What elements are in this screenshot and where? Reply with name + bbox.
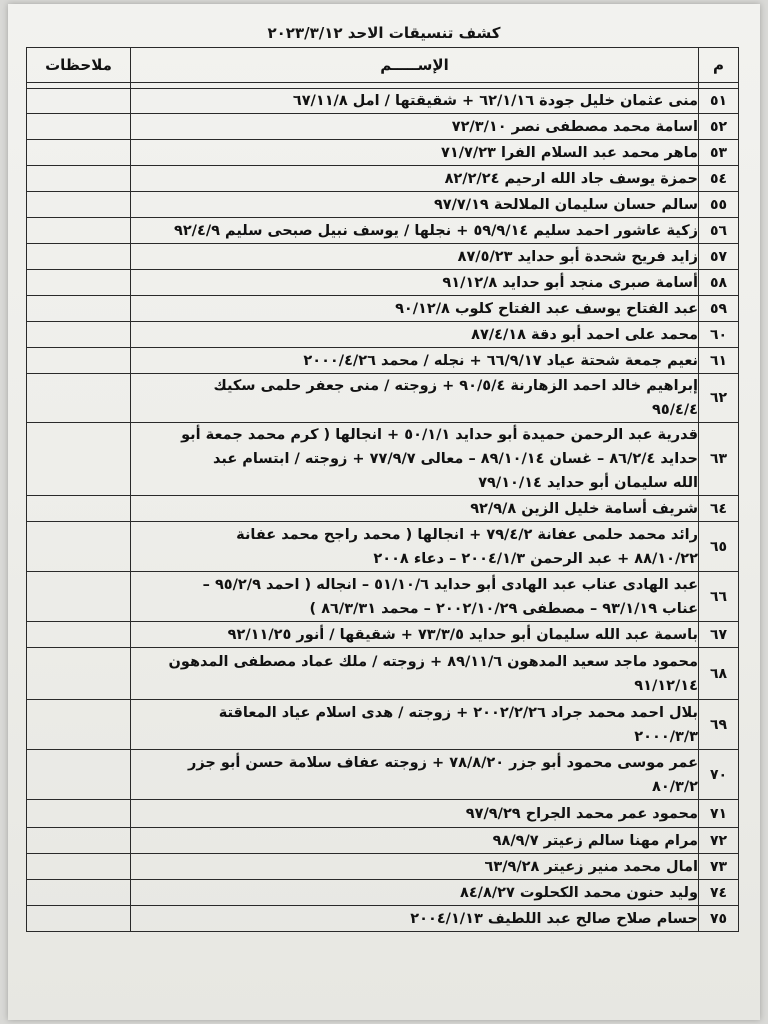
row-name: زكية عاشور احمد سليم ٥٩/٩/١٤ + نجلها / يوسف نبيل صبحى سليم ٩٢/٤/٩ <box>131 218 699 244</box>
table-row <box>27 522 739 572</box>
table-row <box>27 800 739 828</box>
row-notes <box>27 423 131 496</box>
row-notes <box>27 854 131 880</box>
row-notes <box>27 496 131 522</box>
row-number: ٥٥ <box>699 192 739 218</box>
table-row <box>27 423 739 496</box>
row-notes <box>27 114 131 140</box>
row-number: ٧٢ <box>699 828 739 854</box>
row-name: زايد فريح شحدة أبو حدايد ٨٧/٥/٢٣ <box>131 244 699 270</box>
row-number: ٦٩ <box>699 700 739 750</box>
row-name: إبراهيم خالد احمد الزهارنة ٩٠/٥/٤ + زوجته / منى جعفر حلمى سكيك ٩٥/٤/٤ <box>131 374 699 423</box>
table-row <box>27 192 739 218</box>
row-notes <box>27 622 131 648</box>
row-name: مرام مهنا سالم زعيتر ٩٨/٩/٧ <box>131 828 699 854</box>
row-number: ٧٣ <box>699 854 739 880</box>
table-row <box>27 854 739 880</box>
row-name: قدرية عبد الرحمن حميدة أبو حدايد ٥٠/١/١ + انجالها ( كرم محمد جمعة أبو حدايد ٨٦/٢/٤ – غسان ٨٩/١٠/١٤ – معالى ٧٧/٩/٧ + زوجته / ابتسام عبد الله سليمان أبو حدايد ٧٩/١٠/١٤ <box>131 423 699 496</box>
row-notes <box>27 348 131 374</box>
row-name: اسامة محمد مصطفى نصر ٧٢/٣/١٠ <box>131 114 699 140</box>
row-number: ٦٥ <box>699 522 739 572</box>
row-name: بلال احمد محمد جراد ٢٠٠٢/٢/٢٦ + زوجته / هدى اسلام عياد المعاقتة ٢٠٠٠/٣/٣ <box>131 700 699 750</box>
row-notes <box>27 648 131 700</box>
row-notes <box>27 89 131 114</box>
row-notes <box>27 166 131 192</box>
table-row <box>27 114 739 140</box>
row-notes <box>27 800 131 828</box>
table-row <box>27 296 739 322</box>
row-notes <box>27 244 131 270</box>
header-row <box>27 48 739 83</box>
row-notes <box>27 218 131 244</box>
row-name: محمد على احمد أبو دقة ٨٧/٤/١٨ <box>131 322 699 348</box>
row-notes <box>27 572 131 622</box>
row-number: ٦٣ <box>699 423 739 496</box>
row-number: ٥١ <box>699 89 739 114</box>
row-name: حمزة يوسف جاد الله ارحيم ٨٢/٢/٢٤ <box>131 166 699 192</box>
row-number: ٧٥ <box>699 906 739 932</box>
roster-table <box>26 47 739 932</box>
row-name: وليد حنون محمد الكحلوت ٨٤/٨/٢٧ <box>131 880 699 906</box>
row-name: عبد الهادى عناب عبد الهادى أبو حدايد ٥١/١٠/٦ – انجاله ( احمد ٩٥/٢/٩ – عناب ٩٣/١/١٩ – مصطفى ٢٠٠٢/١٠/٢٩ – محمد ٨٦/٣/٣١ ) <box>131 572 699 622</box>
table-row <box>27 906 739 932</box>
table-row <box>27 140 739 166</box>
row-notes <box>27 192 131 218</box>
row-number: ٦٤ <box>699 496 739 522</box>
table-row <box>27 322 739 348</box>
row-notes <box>27 374 131 423</box>
row-notes <box>27 906 131 932</box>
table-row <box>27 244 739 270</box>
row-number: ٦٢ <box>699 374 739 423</box>
table-row <box>27 572 739 622</box>
row-number: ٦٠ <box>699 322 739 348</box>
table-row <box>27 348 739 374</box>
row-name: رائد محمد حلمى عفانة ٧٩/٤/٢ + انجالها ( محمد راجح محمد عفانة ٨٨/١٠/٢٢ + عبد الرحمن ٢٠٠٤/١/٣ – دعاء ٢٠٠٨ <box>131 522 699 572</box>
row-name: شريف أسامة خليل الزين ٩٢/٩/٨ <box>131 496 699 522</box>
row-number: ٥٢ <box>699 114 739 140</box>
row-number: ٦١ <box>699 348 739 374</box>
roster-body <box>27 83 739 932</box>
table-row <box>27 374 739 423</box>
row-name: امال محمد منير زعيتر ٦٣/٩/٢٨ <box>131 854 699 880</box>
table-row <box>27 218 739 244</box>
row-number: ٦٦ <box>699 572 739 622</box>
row-number: ٥٤ <box>699 166 739 192</box>
row-number: ٦٨ <box>699 648 739 700</box>
table-row <box>27 89 739 114</box>
table-row <box>27 750 739 800</box>
table-row <box>27 700 739 750</box>
row-name: أسامة صبرى منجد أبو حدايد ٩١/١٢/٨ <box>131 270 699 296</box>
table-row <box>27 166 739 192</box>
row-name: باسمة عبد الله سليمان أبو حدايد ٧٣/٣/٥ + شقيقها / أنور ٩٢/١١/٢٥ <box>131 622 699 648</box>
column-header-name: الإســـــم <box>131 48 699 83</box>
row-name: محمود عمر محمد الجراح ٩٧/٩/٢٩ <box>131 800 699 828</box>
row-number: ٧٤ <box>699 880 739 906</box>
row-notes <box>27 522 131 572</box>
document-title: كشف تنسيقات الاحد ٢٠٢٣/٣/١٢ <box>267 24 501 42</box>
table-row <box>27 648 739 700</box>
row-name: منى عثمان خليل جودة ٦٢/١/١٦ + شقيقتها / امل ٦٧/١١/٨ <box>131 89 699 114</box>
row-notes <box>27 750 131 800</box>
column-header-notes: ملاحظات <box>27 48 131 83</box>
row-number: ٧٠ <box>699 750 739 800</box>
row-name: ماهر محمد عبد السلام الفرا ٧١/٧/٢٣ <box>131 140 699 166</box>
row-number: ٦٧ <box>699 622 739 648</box>
row-notes <box>27 700 131 750</box>
row-number: ٥٣ <box>699 140 739 166</box>
row-number: ٥٦ <box>699 218 739 244</box>
row-notes <box>27 322 131 348</box>
row-name: عبد الفتاح يوسف عبد الفتاح كلوب ٩٠/١٢/٨ <box>131 296 699 322</box>
column-header-number: م <box>699 48 739 83</box>
table-row <box>27 622 739 648</box>
row-name: عمر موسى محمود أبو جزر ٧٨/٨/٢٠ + زوجته عفاف سلامة حسن أبو جزر ٨٠/٣/٢ <box>131 750 699 800</box>
table-row <box>27 828 739 854</box>
row-number: ٧١ <box>699 800 739 828</box>
row-name: نعيم جمعة شحتة عياد ٦٦/٩/١٧ + نجله / محمد ٢٠٠٠/٤/٢٦ <box>131 348 699 374</box>
table-row <box>27 880 739 906</box>
row-name: حسام صلاح صالح عبد اللطيف ٢٠٠٤/١/١٣ <box>131 906 699 932</box>
row-name: سالم حسان سليمان الملالحة ٩٧/٧/١٩ <box>131 192 699 218</box>
row-notes <box>27 828 131 854</box>
row-notes <box>27 880 131 906</box>
row-notes <box>27 296 131 322</box>
table-row <box>27 270 739 296</box>
row-number: ٥٧ <box>699 244 739 270</box>
row-number: ٥٨ <box>699 270 739 296</box>
row-notes <box>27 270 131 296</box>
row-number: ٥٩ <box>699 296 739 322</box>
table-row <box>27 496 739 522</box>
row-notes <box>27 140 131 166</box>
row-name: محمود ماجد سعيد المدهون ٨٩/١١/٦ + زوجته / ملك عماد مصطفى المدهون ٩١/١٢/١٤ <box>131 648 699 700</box>
